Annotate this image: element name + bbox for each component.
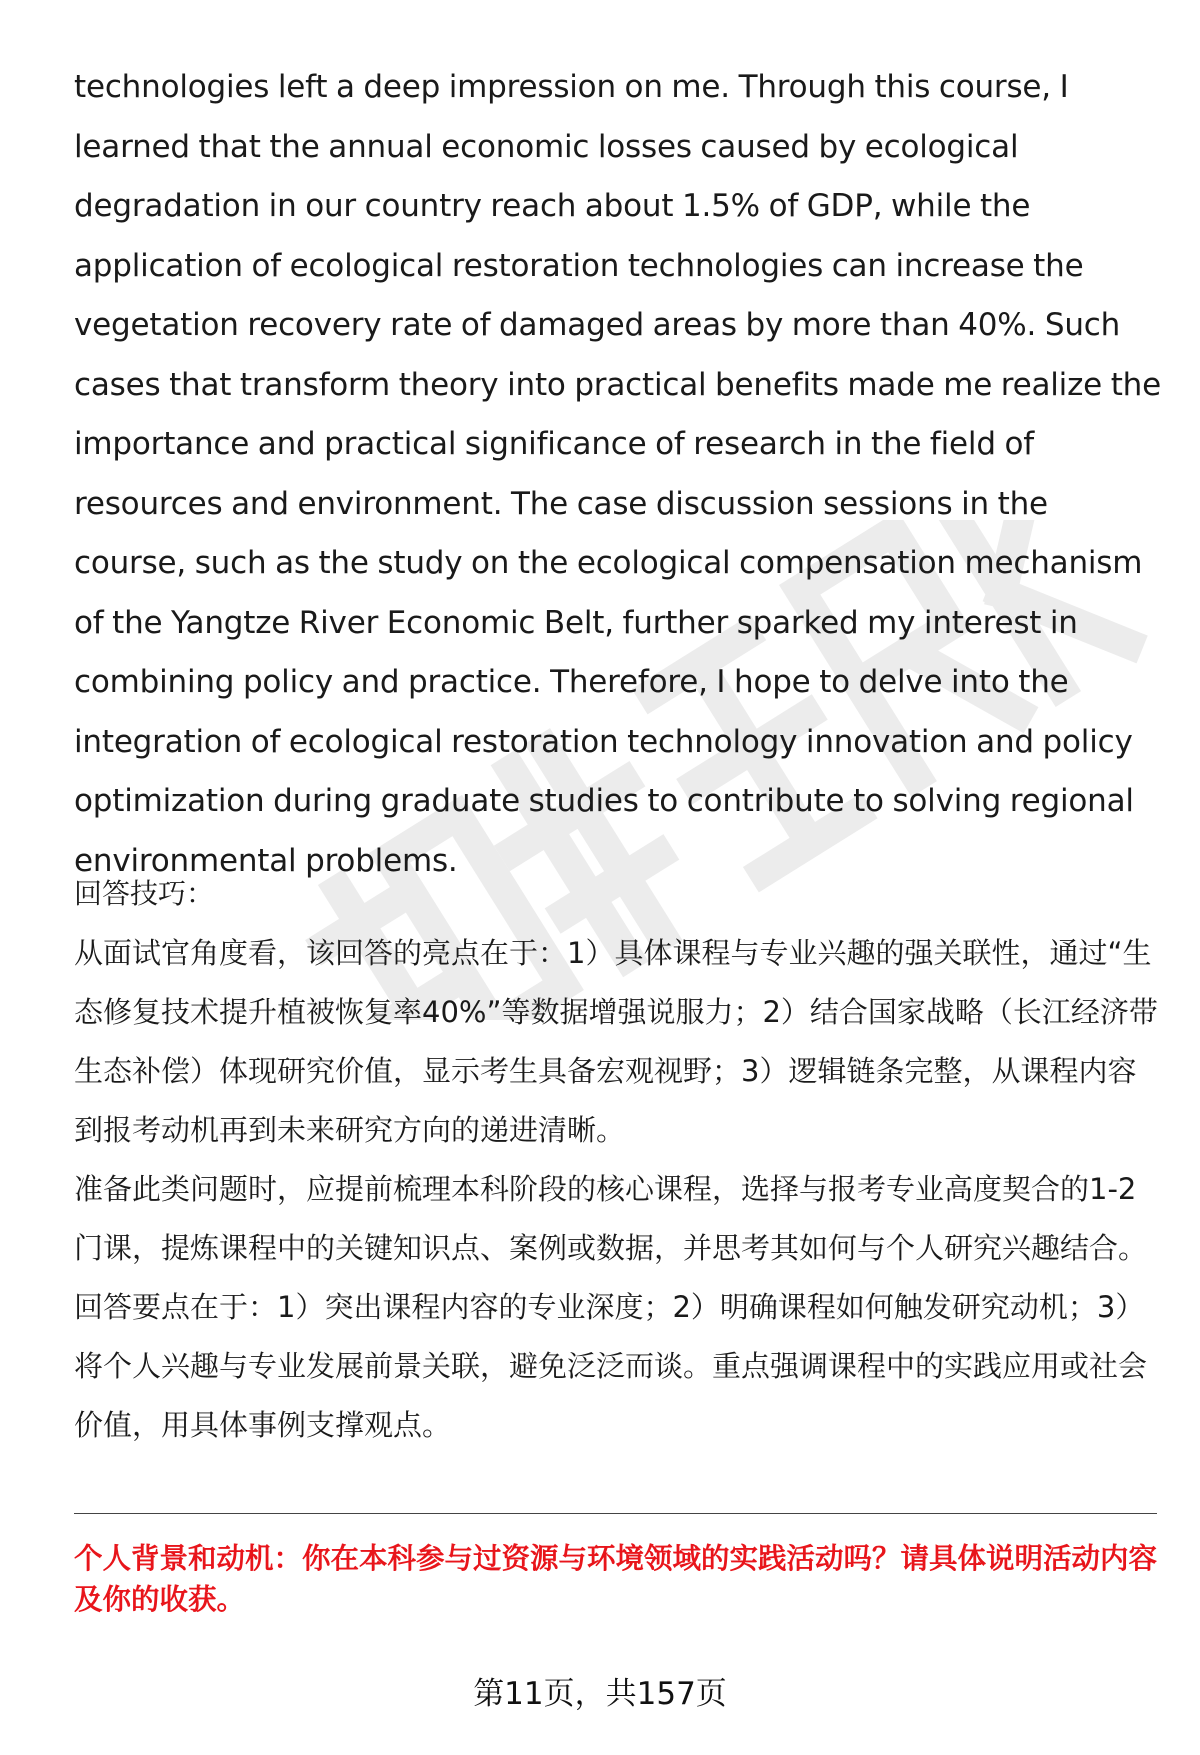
answer-tips-body	[74, 924, 1164, 1455]
answer-tips-label: 回答技巧：	[74, 877, 215, 910]
english-answer-paragraph: technologies left a deep impression on me. Through this course, I learned that the annual economic losses caused by ecological degradation in our country reach about 1.5% of GDP, while the application of ecological restoration technologies can increase the vegetation recovery rate of damaged areas by more than 40%. Such cases that transform theory into practical benefits made me realize the importance and practical significance of research in the field of resources and environment. The case discussion sessions in the course, such as the study on the ecological compensation mechanism of the Yangtze River Economic Belt, further sparked my interest in combining policy and practice. Therefore, I hope to delve into the integration of ecological restoration technology innovation and policy optimization during graduate studies to contribute to solving regional environmental problems.	[74, 69, 1161, 879]
section-divider	[74, 1513, 1157, 1514]
tips-paragraph-preparation: 准备此类问题时，应提前梳理本科阶段的核心课程，选择与报考专业高度契合的1-2门课，提炼课程中的关键知识点、案例或数据，并思考其如何与个人研究兴趣结合。回答要点在于：1）突出课程内容的专业深度；2）明确课程如何触发研究动机；3）将个人兴趣与专业发展前景关联，避免泛泛而谈。重点强调课程中的实践应用或社会价值，用具体事例支撑观点。	[74, 1172, 1148, 1442]
next-interview-question: 个人背景和动机：你在本科参与过资源与环境领域的实践活动吗？请具体说明活动内容及你的收获。	[74, 1542, 1158, 1616]
tips-paragraph-highlights: 从面试官角度看，该回答的亮点在于：1）具体课程与专业兴趣的强关联性，通过“生态修复技术提升植被恢复率40%”等数据增强说服力；2）结合国家战略（长江经济带生态补偿）体现研究价值，显示考生具备宏观视野；3）逻辑链条完整，从课程内容到报考动机再到未来研究方向的递进清晰。	[74, 936, 1158, 1147]
page-number-footer: 第11页，共157页	[473, 1676, 727, 1712]
